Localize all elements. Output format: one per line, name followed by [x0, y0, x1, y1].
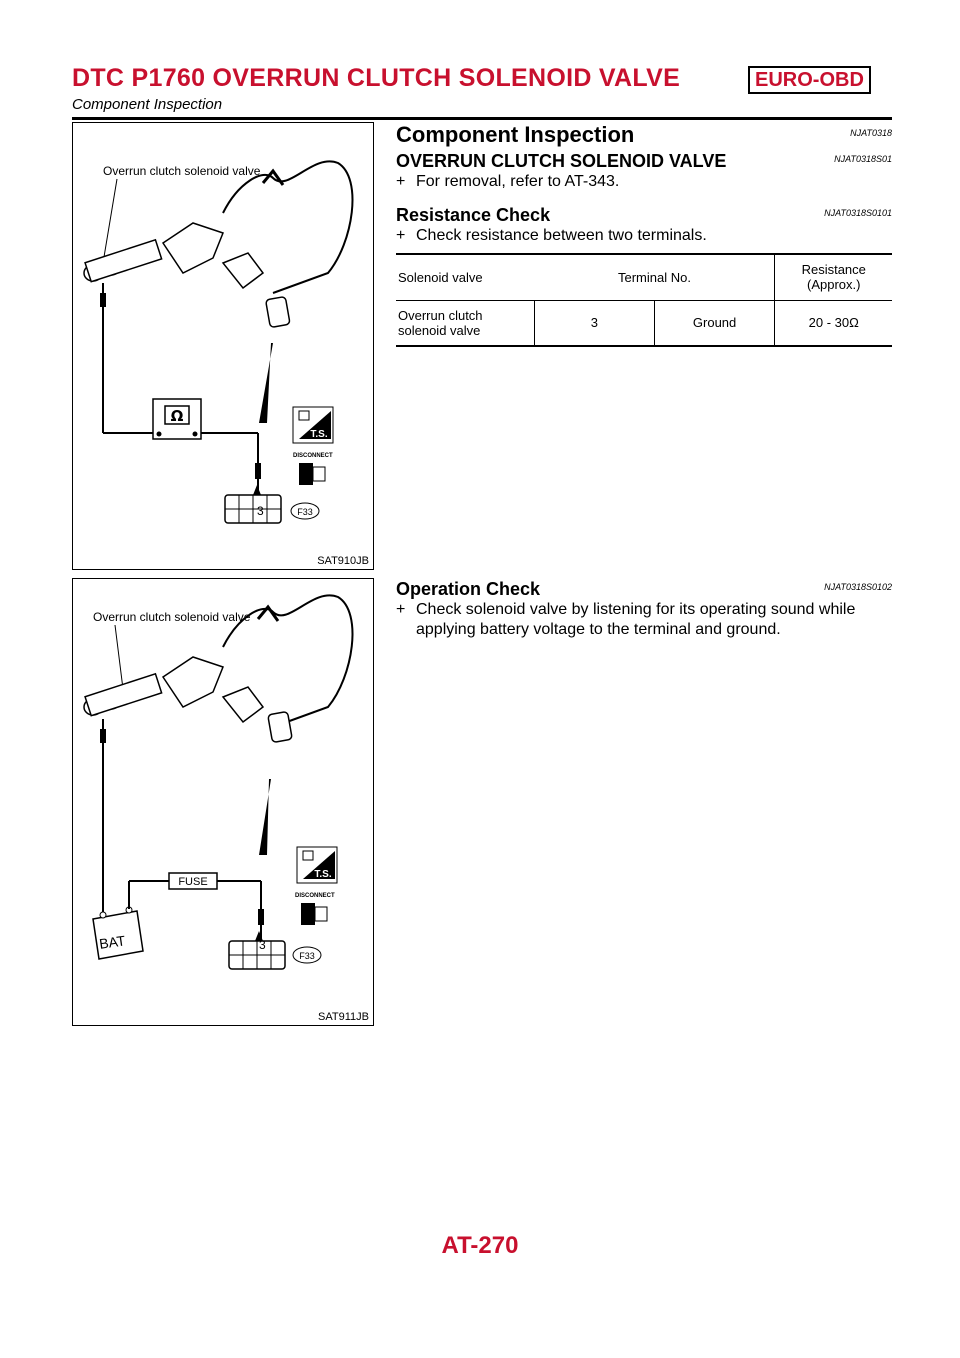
section-code: NJAT0318 — [850, 128, 892, 138]
fig1-label: Overrun clutch solenoid valve — [103, 164, 261, 178]
disconnect-connector-icon — [299, 463, 325, 485]
connector-code: F33 — [299, 951, 315, 961]
euro-obd-badge: EURO-OBD — [748, 66, 871, 94]
page-number: AT-270 — [441, 1232, 519, 1259]
component-inspection-section — [396, 122, 892, 347]
subsection-heading: OVERRUN CLUTCH SOLENOID VALVE NJAT0318S01 — [396, 150, 892, 172]
operation-check-heading: Operation Check NJAT0318S0102 — [396, 578, 892, 600]
ohm-symbol: Ω — [170, 407, 184, 425]
operation-wiring-diagram — [73, 579, 373, 1025]
resistance-table — [396, 253, 892, 347]
figure1-caption: SAT910JB — [317, 555, 369, 567]
fig2-label: Overrun clutch solenoid valve — [93, 610, 251, 624]
operation-check-section — [396, 578, 892, 640]
resistance-check-heading: Resistance Check NJAT0318S0101 — [396, 204, 892, 226]
subsection-code: NJAT0318S01 — [834, 154, 892, 164]
resistance-wiring-diagram — [73, 123, 373, 569]
figure2-caption: SAT911JB — [318, 1011, 369, 1023]
page-subtitle: Component Inspection — [72, 96, 223, 113]
resistance-bullet: + Check resistance between two terminals. — [396, 227, 707, 244]
terminal-number: 3 — [257, 504, 264, 518]
fuse-label: FUSE — [178, 876, 208, 888]
solenoid-valve-body — [84, 657, 263, 722]
operation-code: NJAT0318S0102 — [824, 582, 892, 592]
table-header-solenoid: Solenoid valve — [398, 269, 483, 285]
svg-text:T.S.: T.S. — [314, 869, 332, 880]
figure-operation-check — [72, 578, 374, 1026]
disconnect-label: DISCONNECT — [295, 893, 335, 899]
terminal-number: 3 — [259, 938, 266, 952]
page-title: DTC P1760 OVERRUN CLUTCH SOLENOID VALVE — [72, 64, 681, 92]
disconnect-connector-icon — [301, 903, 327, 925]
table-header-terminal: Terminal No. — [617, 269, 691, 285]
connector-f33 — [229, 931, 321, 969]
ts-tool-icon — [293, 407, 333, 443]
battery-label: BAT — [98, 932, 127, 952]
connector-f33 — [225, 485, 319, 523]
table-cell-terminal: 3 — [534, 300, 654, 346]
table-cell-ground: Ground — [654, 300, 775, 346]
table-cell-resistance: 20 - 30Ω — [775, 300, 892, 346]
battery-icon — [93, 907, 143, 959]
table-cell-valve: Overrun clutch solenoid valve — [398, 307, 483, 338]
solenoid-valve-body — [84, 223, 263, 288]
header-rule — [72, 117, 892, 120]
figure-resistance-check — [72, 122, 374, 570]
operation-bullet: + Check solenoid valve by listening for its operating sound while applying battery voltage to the terminal and ground. — [396, 601, 856, 638]
ts-tool-icon — [297, 847, 337, 883]
resistance-code: NJAT0318S0101 — [824, 208, 892, 218]
section-heading: Component Inspection NJAT0318 — [396, 122, 892, 147]
disconnect-label: DISCONNECT — [293, 453, 333, 459]
table-header-resistance: Resistance (Approx.) — [775, 254, 892, 300]
removal-bullet: + For removal, refer to AT-343. — [396, 173, 620, 190]
svg-text:T.S.: T.S. — [310, 429, 328, 440]
connector-code: F33 — [297, 507, 313, 517]
